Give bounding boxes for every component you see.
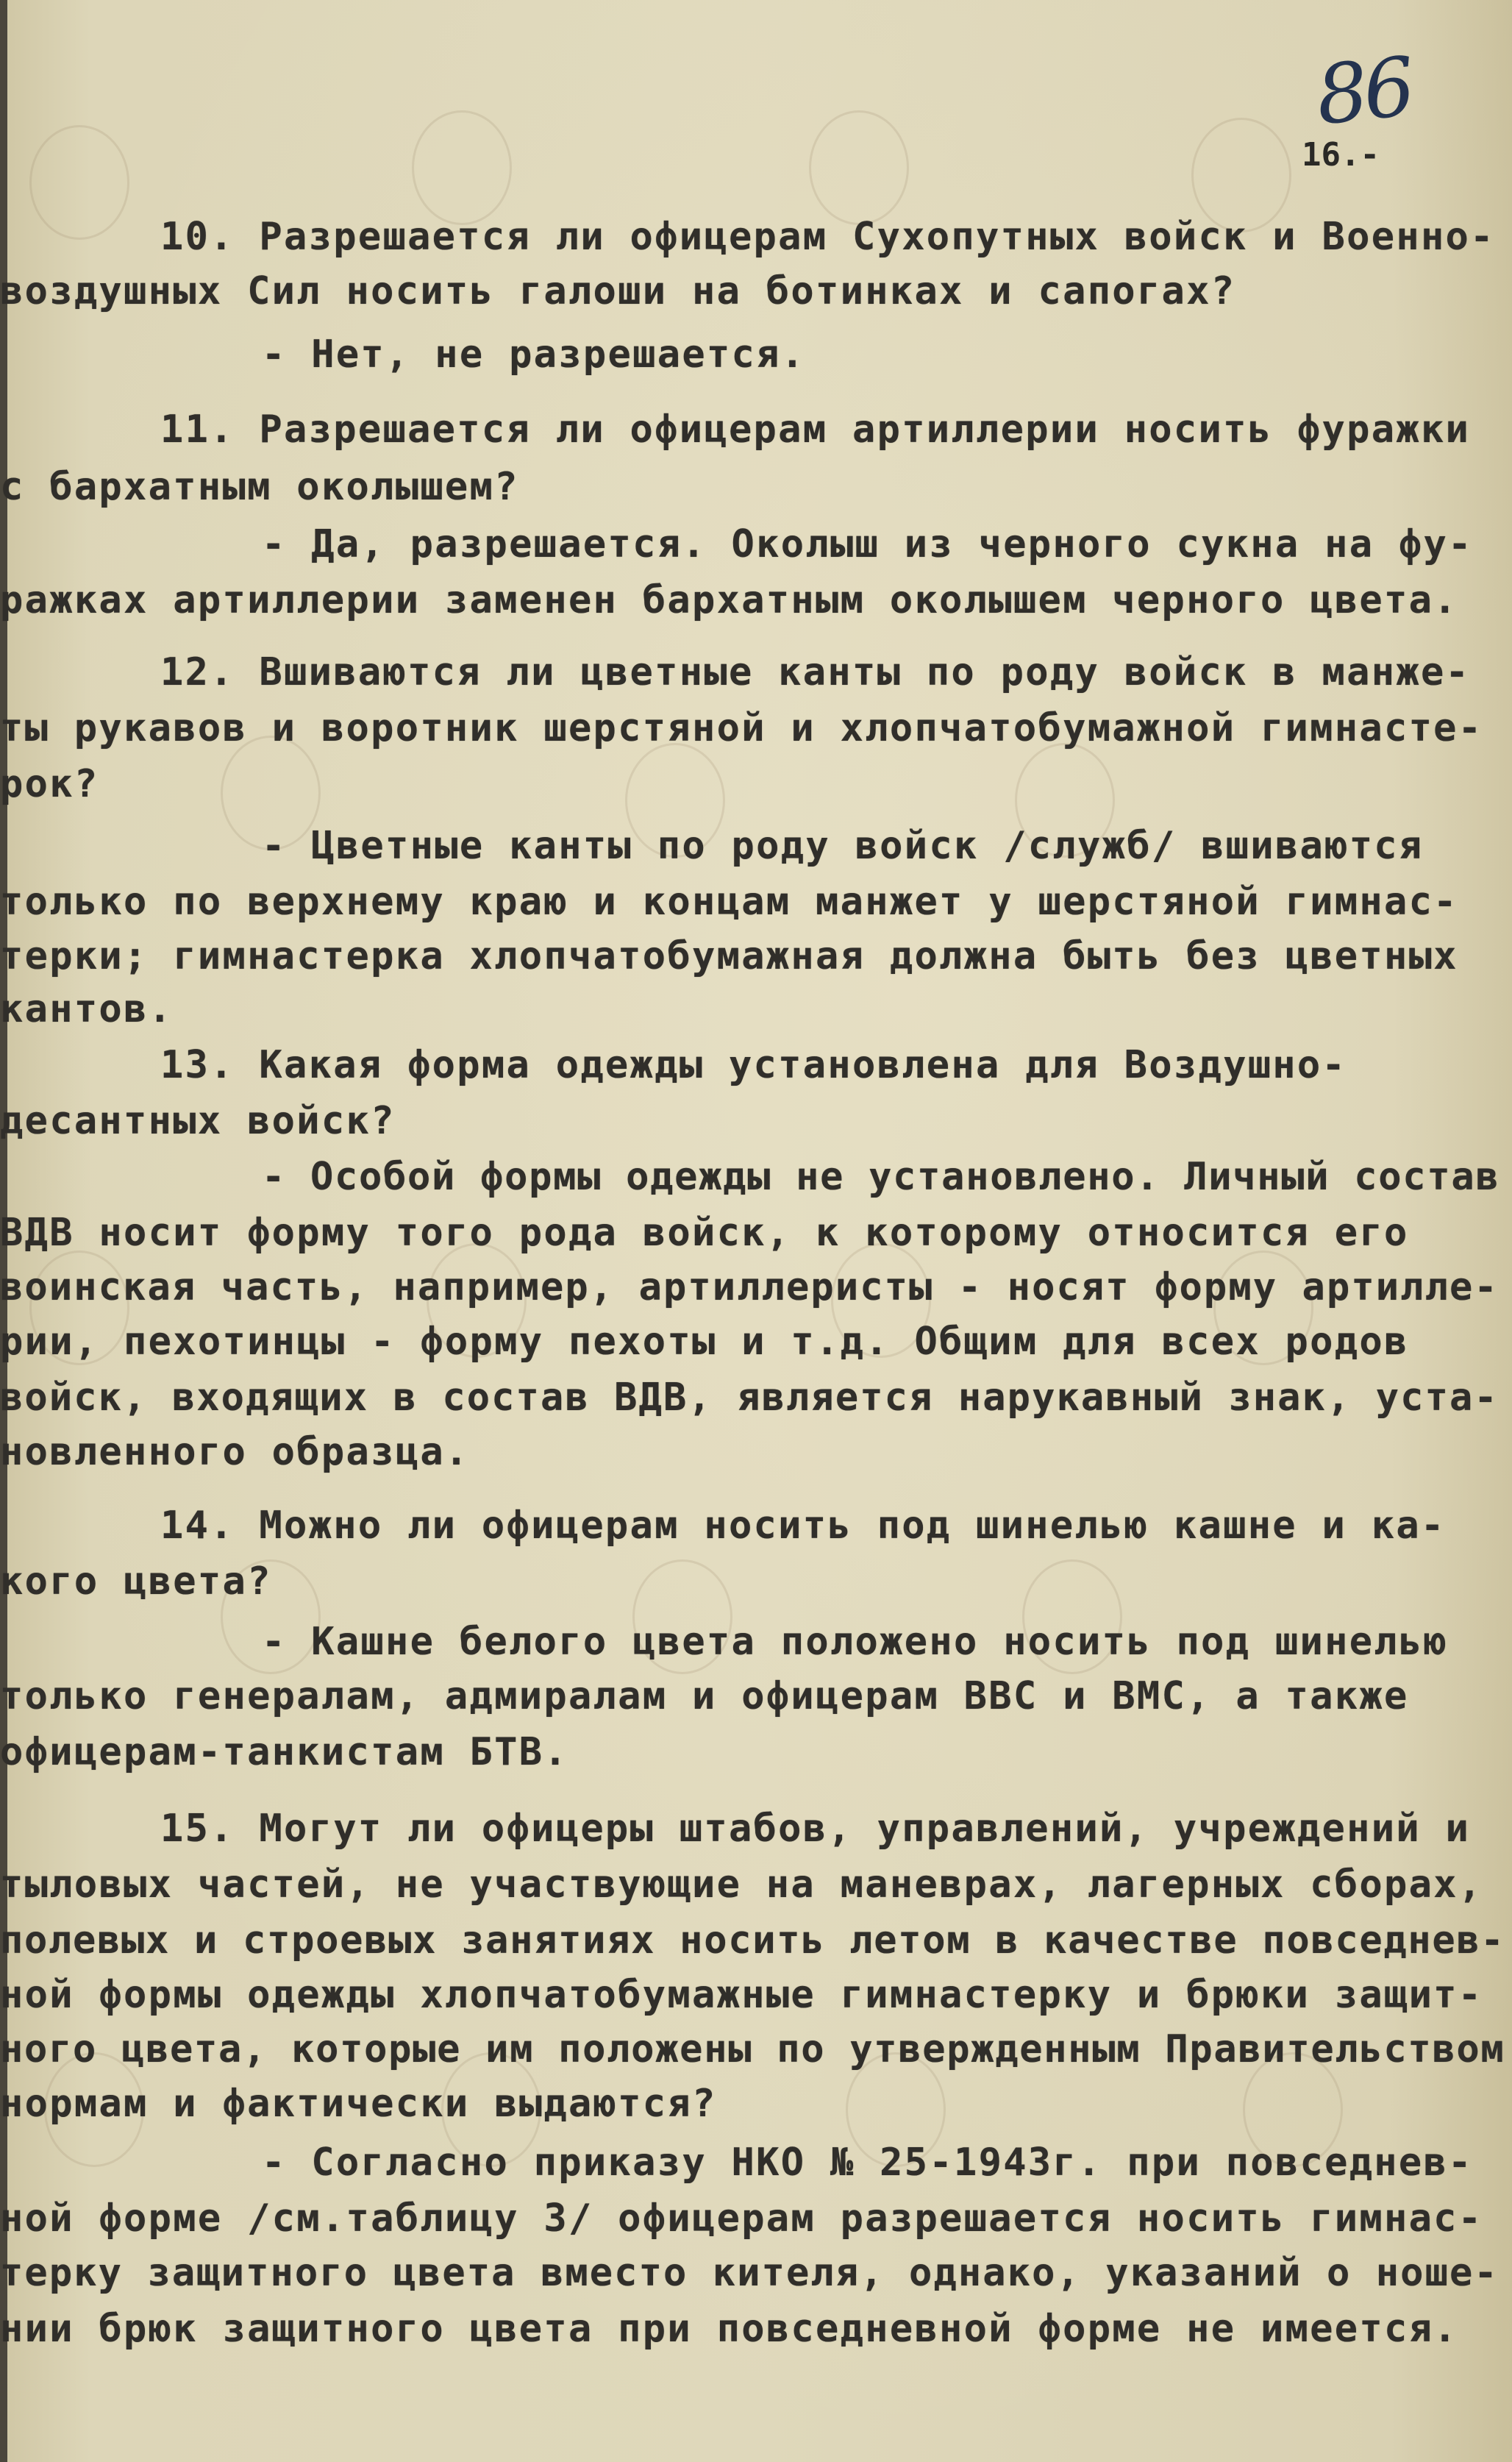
text-line: ной формы одежды хлопчатобумажные гимнастерку и брюки защит- [0, 1973, 1483, 2017]
text-line: ной форме /см.таблицу 3/ офицерам разрешается носить гимнас- [0, 2196, 1483, 2241]
text-line: терку защитного цвета вместо кителя, однако, указаний о ноше- [0, 2251, 1499, 2295]
text-line: полевых и строевых занятиях носить летом в качестве повседнев- [0, 1918, 1505, 1963]
text-line: ВДВ носит форму того рода войск, к которому относится его [0, 1211, 1409, 1255]
text-line: десантных войск? [0, 1099, 396, 1143]
text-line: ражках артиллерии заменен бархатным околышем черного цвета. [0, 578, 1458, 622]
text-line: нормам и фактически выдаются? [0, 2082, 717, 2126]
text-line: только генералам, адмиралам и офицерам ВВС и ВМС, а также [0, 1674, 1409, 1718]
text-line: - Согласно приказу НКО № 25-1943г. при повседнев- [262, 2141, 1473, 2185]
text-line: с бархатным околышем? [0, 465, 519, 509]
text-line: 11. Разрешается ли офицерам артиллерии носить фуражки [160, 408, 1471, 452]
page-number: 16.- [1302, 136, 1380, 174]
archive-folio-number: 86 [1311, 39, 1416, 143]
text-line: 12. Вшиваются ли цветные канты по роду войск в манже- [160, 650, 1471, 694]
text-line: кого цвета? [0, 1559, 272, 1604]
text-line: воздушных Сил носить галоши на ботинках и сапогах? [0, 269, 1236, 313]
text-line: офицерам-танкистам БТВ. [0, 1730, 568, 1774]
text-line: - Кашне белого цвета положено носить под шинелью [262, 1620, 1449, 1664]
text-line: 13. Какая форма одежды установлена для Воздушно- [160, 1043, 1347, 1087]
text-line: - Особой формы одежды не установлено. Личный состав [262, 1155, 1500, 1199]
text-line: ты рукавов и воротник шерстяной и хлопчатобумажной гимнасте- [0, 706, 1483, 750]
text-line: войск, входящих в состав ВДВ, является нарукавный знак, уста- [0, 1376, 1499, 1420]
text-line: тыловых частей, не участвующие на маневрах, лагерных сборах, [0, 1862, 1483, 1907]
text-line: воинская часть, например, артиллеристы - носят форму артилле- [0, 1265, 1499, 1309]
text-line: рии, пехотинцы - форму пехоты и т.д. Общим для всех родов [0, 1320, 1409, 1364]
text-line: нии брюк защитного цвета при повседневной форме не имеется. [0, 2307, 1458, 2351]
text-line: терки; гимнастерка хлопчатобумажная должна быть без цветных [0, 934, 1458, 978]
text-line: 15. Могут ли офицеры штабов, управлений, учреждений и [160, 1807, 1471, 1851]
text-line: ного цвета, которые им положены по утвержденным Правительством [0, 2027, 1505, 2071]
text-line: кантов. [0, 987, 174, 1031]
watermark-emblem [412, 110, 512, 225]
text-line: 14. Можно ли офицерам носить под шинелью кашне и ка- [160, 1504, 1446, 1548]
watermark-emblem [29, 125, 129, 240]
watermark-emblem [809, 110, 909, 225]
text-line: только по верхнему краю и концам манжет у шерстяной гимнас- [0, 880, 1458, 924]
text-line: 10. Разрешается ли офицерам Сухопутных войск и Военно- [160, 215, 1495, 259]
text-line: - Да, разрешается. Околыш из черного сукна на фу- [262, 522, 1473, 566]
text-line: - Нет, не разрешается. [262, 332, 806, 377]
text-line: новленного образца. [0, 1430, 470, 1474]
text-line: рок? [0, 762, 99, 806]
text-line: - Цветные канты по роду войск /служб/ вшиваются [262, 824, 1424, 868]
